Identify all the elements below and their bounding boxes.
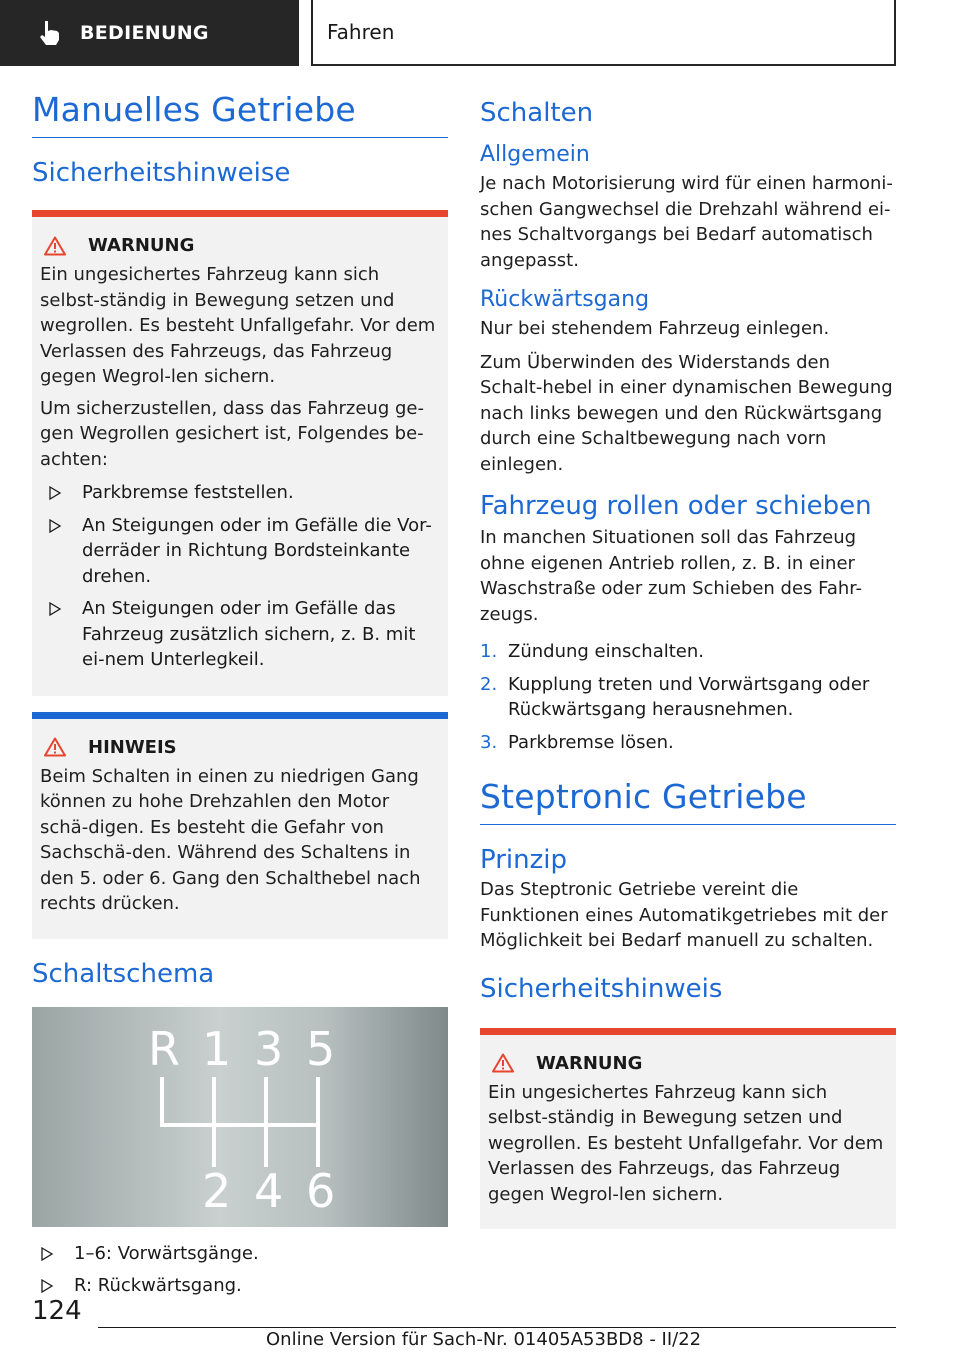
- section-tab: [0, 0, 299, 66]
- list-item: 1–6: Vorwärtsgänge.: [32, 1241, 448, 1267]
- triangle-bullet-icon: [40, 1279, 54, 1293]
- right-column: [480, 98, 896, 1229]
- section-label: BEDIENUNG: [80, 22, 209, 44]
- schema-heading: Schaltschema: [32, 958, 215, 989]
- triangle-bullet-icon: [48, 602, 62, 616]
- section-title-manual: Manuelles Getriebe: [32, 90, 448, 138]
- warning-triangle-icon: [492, 1053, 514, 1073]
- prinzip-heading: Prinzip: [480, 845, 567, 875]
- list-item: Parkbremse feststellen.: [40, 480, 440, 506]
- allgemein-text: Je nach Motorisierung wird für einen harmoni-schen Gangwechsel die Drehzahl während ei-nes Schaltvorgangs bei Bedarf automatisch angepasst.: [480, 173, 893, 271]
- gear-label-1: 1: [202, 1021, 232, 1076]
- page-number: 124: [32, 1296, 82, 1326]
- prinzip-text: Das Steptronic Getriebe vereint die Funktionen eines Automatikgetriebes mit der Möglichkeit bei Bedarf manuell zu schalten.: [480, 879, 888, 951]
- rueckwaertsgang-text-2: Zum Überwinden des Widerstands den Schalt-hebel in einer dynamischen Bewegung nach links bewegen und den Rückwärtsgang durch eine Schaltbewegung nach vorn einlegen.: [480, 351, 893, 475]
- chapter-label: Fahren: [327, 20, 395, 44]
- list-item: 3. Parkbremse lösen.: [480, 731, 674, 753]
- schalten-heading: Schalten: [480, 98, 594, 128]
- section-title-steptronic: Steptronic Getriebe: [480, 777, 896, 825]
- warning-title: WARNUNG: [40, 217, 440, 262]
- gear-label-6: 6: [306, 1163, 336, 1218]
- sicherheitshinweis-heading: Sicherheitshinweis: [480, 973, 723, 1004]
- list-item: 2. Kupplung treten und Vorwärtsgang oder Rückwärtsgang herausnehmen.: [480, 673, 870, 720]
- rollen-text: In manchen Situationen soll das Fahrzeug ohne eigenen Antrieb rollen, z. B. in einer Waschstraße oder zum Schieben des Fahr-zeugs.: [480, 527, 863, 625]
- steps-list: [480, 639, 896, 755]
- list-item: An Steigungen oder im Gefälle die Vor-derräder in Richtung Bordsteinkante drehen.: [40, 513, 440, 590]
- shift-pattern-image: [32, 1007, 448, 1227]
- warning-box: [480, 1028, 896, 1230]
- gear-label-2: 2: [202, 1163, 232, 1218]
- note-title: HINWEIS: [40, 719, 440, 764]
- chapter-tab: [311, 0, 896, 66]
- triangle-bullet-icon: [48, 519, 62, 533]
- warning-box: [32, 210, 448, 696]
- hand-pointer-icon: [34, 18, 64, 48]
- gear-label-5: 5: [306, 1021, 336, 1076]
- warning-triangle-icon: [44, 737, 66, 757]
- allgemein-heading: Allgemein: [480, 142, 590, 167]
- list-item: R: Rückwärtsgang.: [32, 1273, 448, 1299]
- schema-list: [32, 1241, 448, 1299]
- triangle-bullet-icon: [40, 1247, 54, 1261]
- rueckwaertsgang-text-1: Nur bei stehendem Fahrzeug einlegen.: [480, 318, 830, 339]
- list-item: An Steigungen oder im Gefälle das Fahrzeug zusätzlich sichern, z. B. mit ei-nem Unterlegkeil.: [40, 596, 440, 673]
- footer-version-text: Online Version für Sach-Nr. 01405A53BD8 - II/22: [266, 1329, 702, 1350]
- gear-label-4: 4: [254, 1163, 284, 1218]
- page-header: [0, 0, 960, 66]
- left-column: [32, 90, 448, 1306]
- warning-title: WARNUNG: [488, 1035, 888, 1080]
- warning-text-1: Ein ungesichertes Fahrzeug kann sich selbst-ständig in Bewegung setzen und wegrollen. Es besteht Unfallgefahr. Vor dem Verlassen des Fahrzeugs, das Fahrzeug gegen Wegrol-len sichern.: [40, 264, 436, 387]
- shift-pattern-diagram: [32, 1007, 448, 1227]
- note-box: [32, 712, 448, 939]
- note-text: Beim Schalten in einen zu niedrigen Gang können zu hohe Drehzahlen den Motor schä-digen. Es besteht die Gefahr von Sachschä-den. Während des Schaltens in den 5. oder 6. Gang den Schalthebel nach rechts drücken.: [40, 765, 421, 914]
- footer-divider: [98, 1327, 896, 1328]
- rollen-heading: Fahrzeug rollen oder schieben: [480, 491, 872, 521]
- gear-label-3: 3: [254, 1021, 284, 1076]
- rueckwaertsgang-heading: Rückwärtsgang: [480, 287, 650, 312]
- warning-text: Ein ungesichertes Fahrzeug kann sich selbst-ständig in Bewegung setzen und wegrollen. Es besteht Unfallgefahr. Vor dem Verlassen des Fahrzeugs, das Fahrzeug gegen Wegrol-len sichern.: [488, 1081, 884, 1205]
- list-item: 1. Zündung einschalten.: [480, 641, 704, 662]
- warning-triangle-icon: [44, 236, 66, 256]
- gear-label-r: R: [148, 1021, 180, 1076]
- triangle-bullet-icon: [48, 486, 62, 500]
- warning-list: [40, 480, 440, 673]
- safety-heading: Sicherheitshinweise: [32, 158, 291, 188]
- warning-text-2: Um sicherzustellen, dass das Fahrzeug ge-gen Wegrollen gesichert ist, Folgendes be-achten:: [40, 397, 424, 470]
